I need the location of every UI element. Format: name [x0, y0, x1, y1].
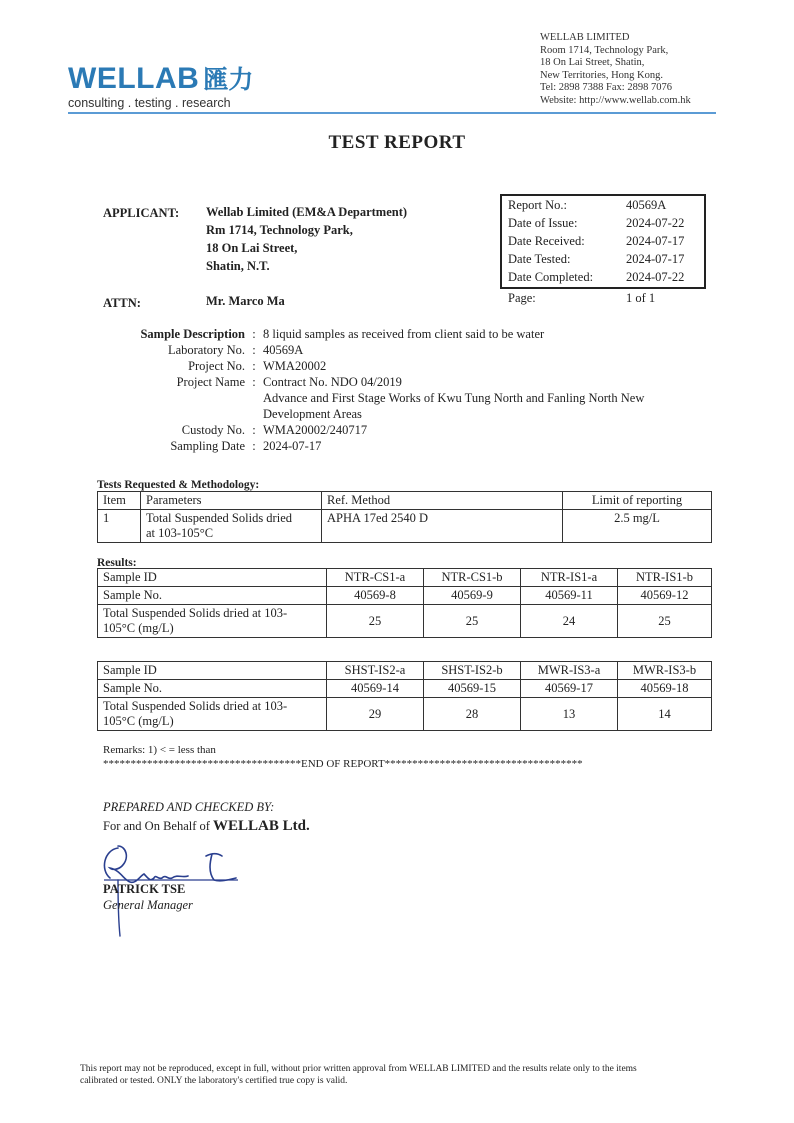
- report-info-row: [502, 250, 704, 268]
- on-behalf-prefix: For and On Behalf of: [103, 819, 214, 833]
- tests-table: [97, 491, 712, 543]
- sample-no-cell: 40569-17: [521, 680, 618, 698]
- project-no-label: Project No.: [188, 359, 245, 373]
- sample-description-label: Sample Description: [140, 327, 245, 341]
- sample-id-cell: MWR-IS3-a: [521, 662, 618, 680]
- applicant-line: 18 On Lai Street,: [206, 241, 298, 255]
- sample-no-cell: 40569-14: [327, 680, 424, 698]
- tss-label-line: 105°C (mg/L): [103, 621, 174, 635]
- results-table-1: [97, 568, 712, 638]
- sample-id-cell: NTR-CS1-a: [327, 569, 424, 587]
- tests-heading: Tests Requested & Methodology:: [97, 479, 260, 491]
- table-header-row: [98, 492, 712, 510]
- sample-id-cell: NTR-CS1-b: [424, 569, 521, 587]
- address-line: 18 On Lai Street, Shatin,: [540, 57, 645, 68]
- separator-colon: :: [252, 327, 256, 341]
- sample-no-cell: 40569-12: [618, 587, 712, 605]
- report-info-value: 40569A: [626, 198, 667, 212]
- table-row: [98, 569, 712, 587]
- logo-chinese-name: 匯力: [203, 65, 254, 94]
- project-contract-no: Contract No. NDO 04/2019: [263, 375, 402, 389]
- report-info-label: Date Completed:: [508, 270, 594, 284]
- tss-value-cell: 25: [327, 605, 424, 638]
- company-address: [540, 32, 691, 107]
- custody-no-value: WMA20002/240717: [263, 423, 368, 437]
- separator-colon: :: [252, 439, 256, 453]
- applicant-address: [206, 203, 407, 275]
- report-info-label: Date Tested:: [508, 252, 571, 266]
- tss-label-line: Total Suspended Solids dried at 103-: [103, 699, 288, 713]
- tss-value-cell: 28: [424, 698, 521, 731]
- table-row: [98, 662, 712, 680]
- sample-id-cell: MWR-IS3-b: [618, 662, 712, 680]
- tss-value-cell: 29: [327, 698, 424, 731]
- sample-details: [112, 326, 703, 454]
- custody-no-label: Custody No.: [181, 423, 245, 437]
- tss-label-line: 105°C (mg/L): [103, 714, 174, 728]
- report-info-label: Date Received:: [508, 234, 585, 248]
- on-behalf-line: [103, 818, 310, 835]
- sample-id-cell: SHST-IS2-a: [327, 662, 424, 680]
- sampling-date-label: Sampling Date: [170, 439, 245, 453]
- header-limit-of-reporting: Limit of reporting: [563, 492, 712, 510]
- project-no-value: WMA20002: [263, 359, 327, 373]
- sample-no-cell: 40569-18: [618, 680, 712, 698]
- tss-value-cell: 13: [521, 698, 618, 731]
- applicant-line: Wellab Limited (EM&A Department): [206, 205, 408, 219]
- tss-value-cell: 14: [618, 698, 712, 731]
- sample-no-cell: 40569-15: [424, 680, 521, 698]
- report-info-row: [502, 196, 704, 214]
- sample-id-cell: SHST-IS2-b: [424, 662, 521, 680]
- row-label-sample-id: Sample ID: [98, 662, 327, 680]
- test-limit: 2.5 mg/L: [563, 510, 712, 543]
- header-rule: [68, 112, 716, 114]
- test-ref-method: APHA 17ed 2540 D: [322, 510, 563, 543]
- separator-colon: :: [252, 359, 256, 373]
- footer-line: This report may not be reproduced, except in full, without prior written approval from WELLAB LIMITED and the results relate only to the items: [80, 1064, 637, 1074]
- applicant-line: Shatin, N.T.: [206, 259, 270, 273]
- address-line: Room 1714, Technology Park,: [540, 44, 669, 56]
- project-description: Advance and First Stage Works of Kwu Tung North and Fanling North New Development Areas: [263, 391, 645, 421]
- project-name-label: Project Name: [176, 375, 245, 389]
- report-title: TEST REPORT: [328, 132, 466, 153]
- test-parameter-line: at 103-105°C: [146, 526, 214, 540]
- row-label-tss: [98, 605, 327, 638]
- address-line: Tel: 2898 7388 Fax: 2898 7076: [540, 82, 672, 93]
- report-info-value: 2024-07-17: [626, 234, 685, 248]
- applicant-line: Rm 1714, Technology Park,: [206, 223, 353, 237]
- laboratory-no-value: 40569A: [263, 343, 304, 357]
- report-info-row: [502, 214, 704, 232]
- row-label-sample-no: Sample No.: [98, 587, 327, 605]
- results-table-2: [97, 661, 712, 731]
- report-info-box: [500, 194, 706, 289]
- company-tagline: consulting . testing . research: [68, 96, 231, 110]
- remarks: Remarks: 1) < = less than: [103, 744, 216, 756]
- tss-value-cell: 24: [521, 605, 618, 638]
- test-item-number: 1: [98, 510, 141, 543]
- laboratory-no-label: Laboratory No.: [167, 343, 245, 357]
- table-row: [98, 605, 712, 638]
- page-label: Page:: [508, 291, 536, 305]
- sampling-date-value: 2024-07-17: [263, 439, 322, 453]
- row-label-tss: [98, 698, 327, 731]
- table-row: [98, 680, 712, 698]
- address-line: Website: http://www.wellab.com.hk: [540, 94, 691, 106]
- report-info-label: Date of Issue:: [508, 216, 578, 230]
- report-info-value: 2024-07-17: [626, 252, 685, 266]
- tss-value-cell: 25: [424, 605, 521, 638]
- separator-colon: :: [252, 375, 256, 389]
- project-name-value: [263, 374, 703, 422]
- report-info-label: Report No.:: [508, 198, 568, 212]
- page-number-row: [502, 289, 655, 307]
- tss-label-line: Total Suspended Solids dried at 103-: [103, 606, 288, 620]
- signer-title: General Manager: [103, 898, 193, 912]
- header-ref-method: Ref. Method: [322, 492, 563, 510]
- attn-label: ATTN:: [103, 296, 141, 310]
- footer-line: calibrated or tested. ONLY the laboratory's certified true copy is valid.: [80, 1076, 348, 1086]
- header-item: Item: [98, 492, 141, 510]
- end-of-report-line: ************************************END OF REPORT************************************: [103, 758, 583, 770]
- attn-name: Mr. Marco Ma: [206, 294, 285, 308]
- report-info-value: 2024-07-22: [626, 270, 685, 284]
- prepared-checked-label: PREPARED AND CHECKED BY:: [103, 800, 275, 814]
- on-behalf-company: WELLAB Ltd.: [213, 818, 310, 834]
- address-line: New Territories, Hong Kong.: [540, 69, 664, 81]
- report-info-value: 2024-07-22: [626, 216, 685, 230]
- header-parameters: Parameters: [141, 492, 322, 510]
- sample-no-cell: 40569-8: [327, 587, 424, 605]
- row-label-sample-no: Sample No.: [98, 680, 327, 698]
- results-heading: Results:: [97, 557, 137, 569]
- company-logo: [68, 60, 253, 96]
- page-value: 1 of 1: [626, 291, 656, 305]
- sample-id-cell: NTR-IS1-b: [618, 569, 712, 587]
- signer-name: PATRICK TSE: [103, 882, 186, 896]
- table-row: [98, 587, 712, 605]
- test-parameter-line: Total Suspended Solids dried: [146, 511, 292, 525]
- report-info-row: [502, 268, 704, 286]
- logo-wordmark: WELLAB: [68, 62, 200, 95]
- row-label-sample-id: Sample ID: [98, 569, 327, 587]
- footer-disclaimer: [80, 1063, 740, 1087]
- applicant-label: APPLICANT:: [103, 206, 180, 220]
- report-info-row: [502, 232, 704, 250]
- sample-no-cell: 40569-11: [521, 587, 618, 605]
- separator-colon: :: [252, 343, 256, 357]
- sample-no-cell: 40569-9: [424, 587, 521, 605]
- table-row: [98, 510, 712, 543]
- table-row: [98, 698, 712, 731]
- sample-description-value: 8 liquid samples as received from client said to be water: [263, 327, 545, 341]
- sample-id-cell: NTR-IS1-a: [521, 569, 618, 587]
- separator-colon: :: [252, 423, 256, 437]
- test-parameter: [141, 510, 322, 543]
- address-line: WELLAB LIMITED: [540, 32, 630, 43]
- tss-value-cell: 25: [618, 605, 712, 638]
